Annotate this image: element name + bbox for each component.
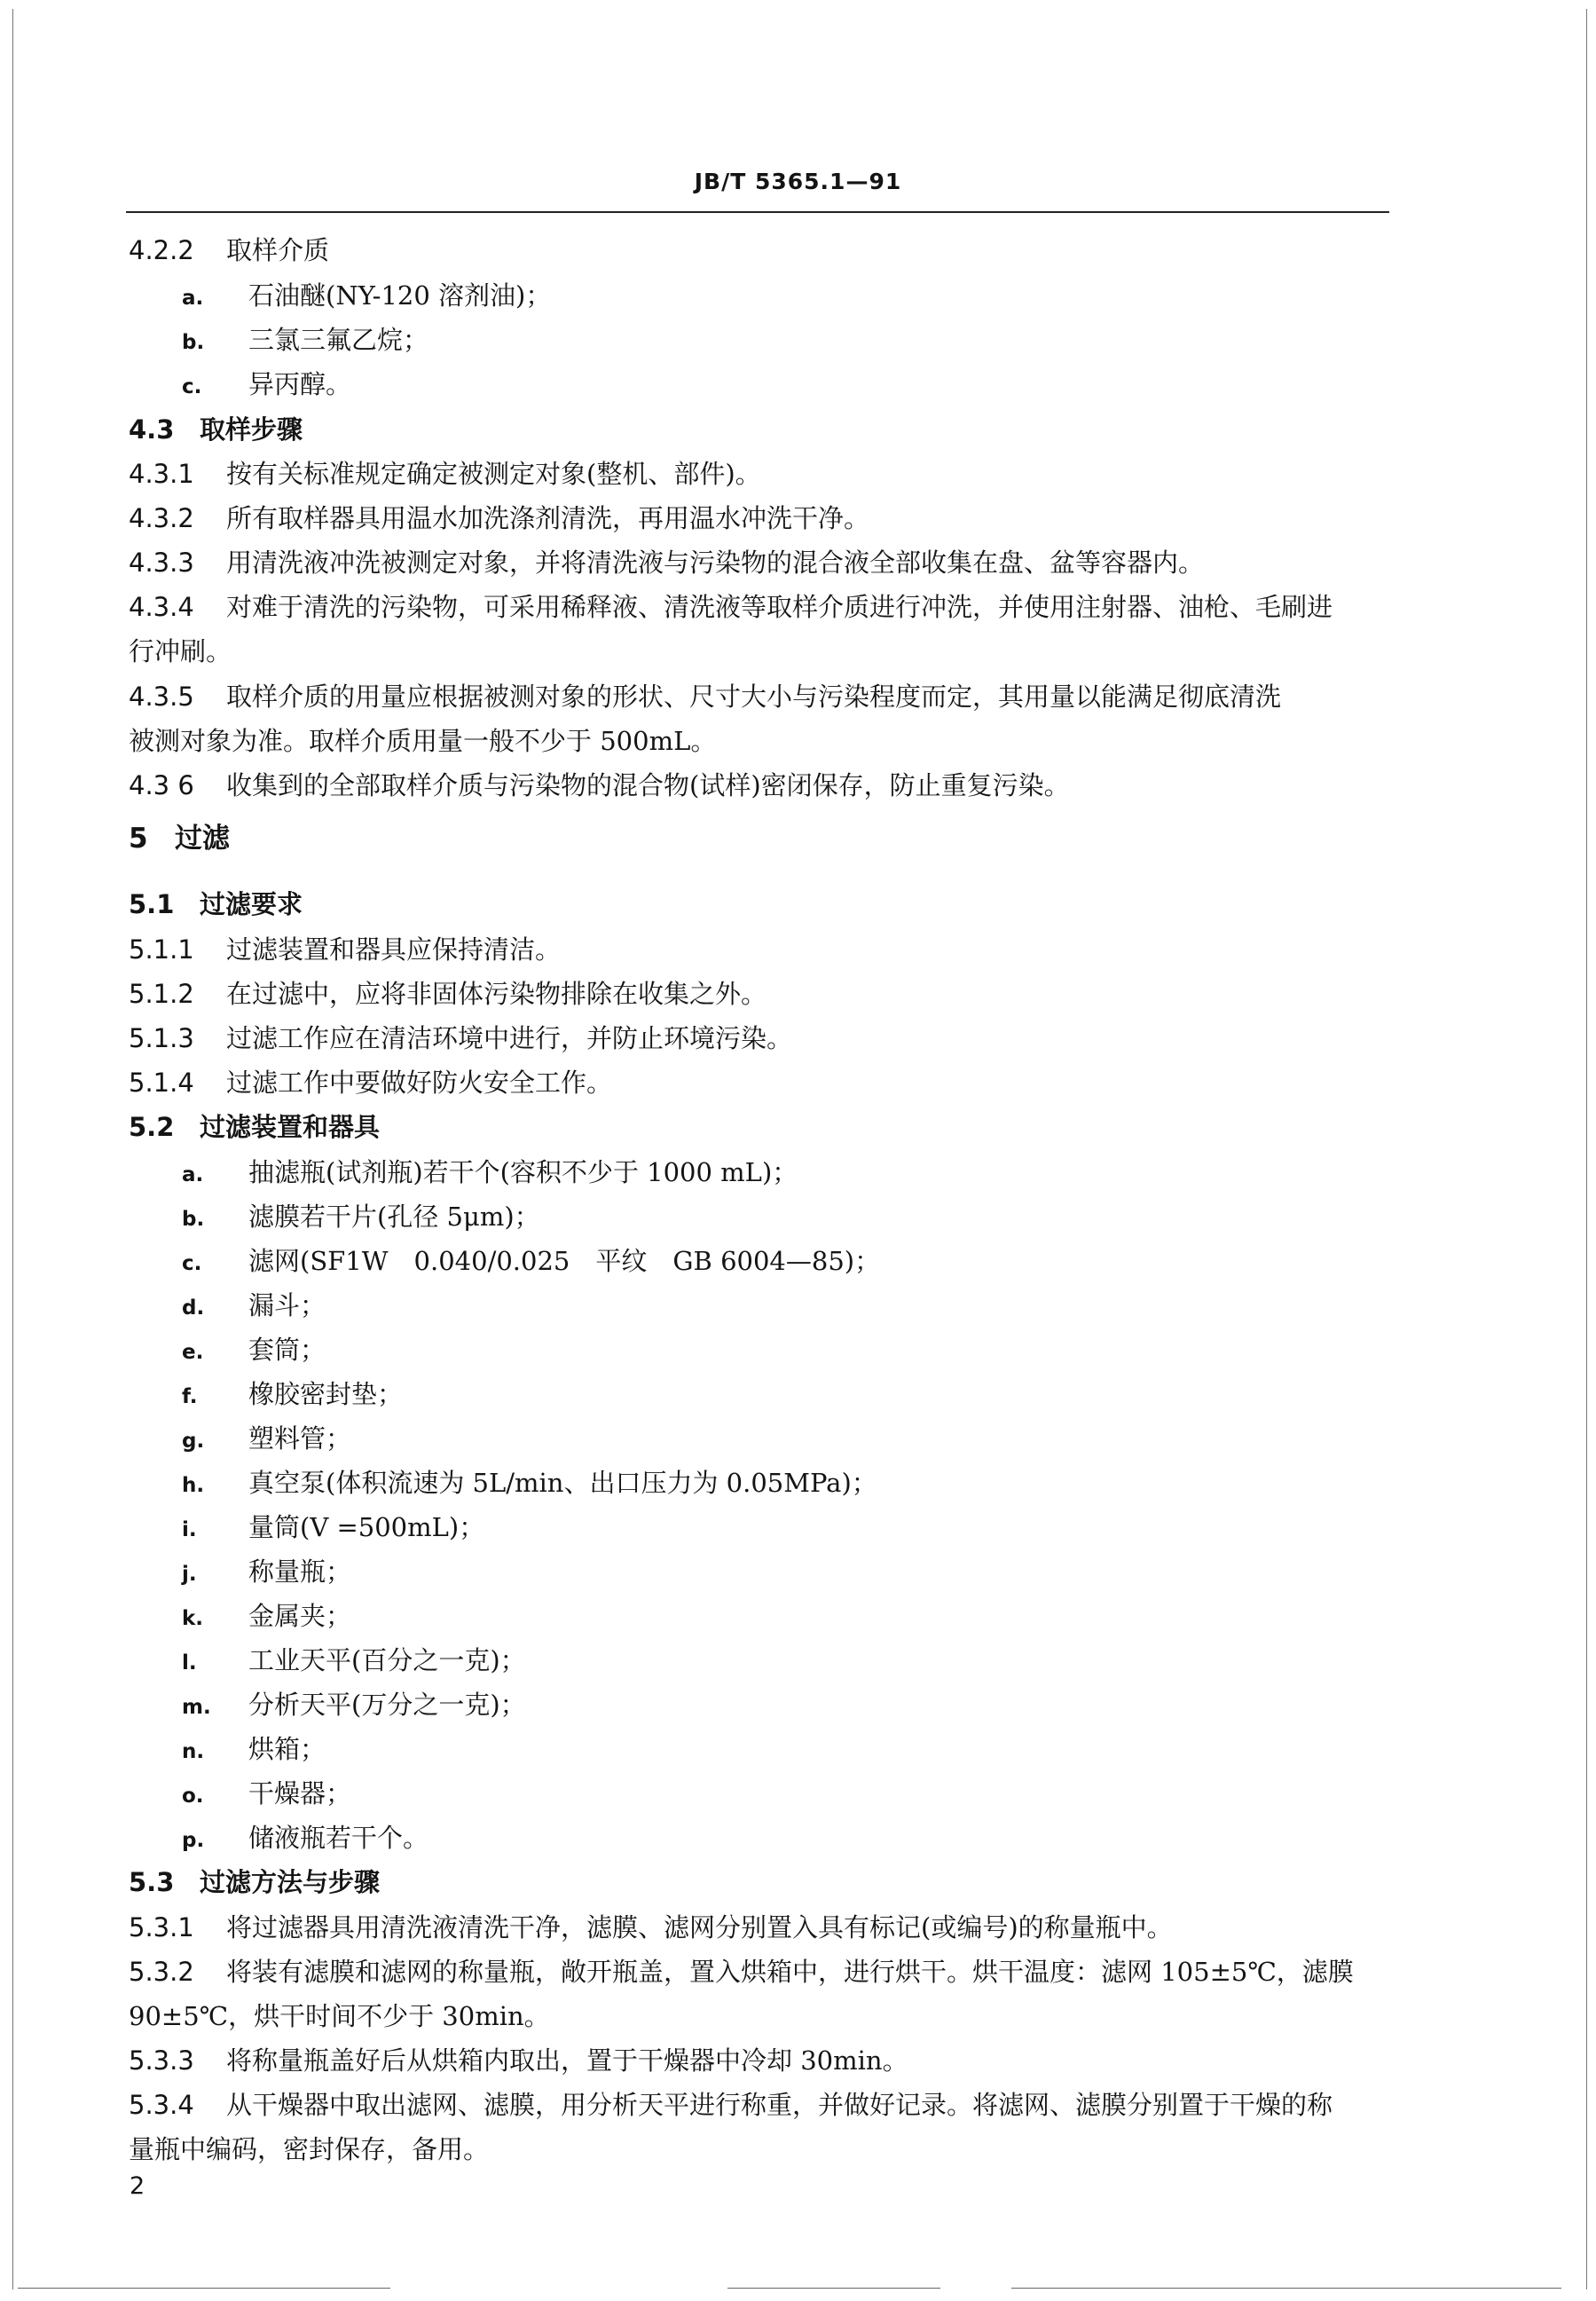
clause-number: 5.3.3 <box>129 2045 194 2076</box>
clause-number: 4.3.5 <box>129 682 194 712</box>
item-letter: h. <box>182 1474 205 1497</box>
clause-text: 过滤工作中要做好防火安全工作。 <box>226 1068 613 1098</box>
item-letter: c. <box>182 375 202 398</box>
clause-5-3-1 <box>129 1910 1173 1945</box>
subsection-number: 4.3 <box>129 414 175 445</box>
clause-number: 5.3.4 <box>129 2090 194 2120</box>
list-item <box>182 1554 351 1592</box>
clause-number: 4.3.2 <box>129 503 194 533</box>
header-rule <box>126 211 1389 213</box>
list-item <box>182 1598 351 1636</box>
list-item <box>182 1332 326 1370</box>
item-letter: k. <box>182 1607 204 1630</box>
item-letter: g. <box>182 1430 205 1453</box>
clause-5-3-3 <box>129 2043 908 2078</box>
item-letter: f. <box>182 1385 198 1408</box>
clause-text: 取样介质 <box>226 235 330 265</box>
list-item <box>182 1509 484 1548</box>
clause-5-1-4 <box>129 1065 612 1100</box>
subsection-title: 取样步骤 <box>200 414 303 445</box>
clause-text: 量瓶中编码，密封保存，备用。 <box>129 2134 490 2164</box>
clause-4-3-2 <box>129 500 869 536</box>
subsection-5-2 <box>129 1109 380 1145</box>
subsection-5-1 <box>129 887 303 922</box>
item-text: 滤网(SF1W 0.040/0.025 平纹 GB 6004—85)； <box>248 1246 881 1276</box>
scan-edge-bottom <box>1011 2288 1561 2289</box>
clause-text: 过滤工作应在清洁环境中进行，并防止环境污染。 <box>226 1023 793 1053</box>
clause-number: 4.3.1 <box>129 459 194 489</box>
subsection-number: 5.2 <box>129 1112 175 1142</box>
clause-number: 5.1.4 <box>129 1068 194 1098</box>
item-text: 滤膜若干片(孔径 5μm)； <box>248 1202 540 1232</box>
item-letter: e. <box>182 1341 204 1364</box>
clause-4-3-1 <box>129 456 761 492</box>
clause-5-3-2 <box>129 1954 1354 1990</box>
clause-text: 过滤装置和器具应保持清洁。 <box>226 934 562 965</box>
list-item <box>182 366 351 405</box>
list-item <box>182 1465 877 1503</box>
clause-5-1-1 <box>129 932 561 967</box>
subsection-number: 5.3 <box>129 1867 175 1897</box>
clause-number: 5.1.2 <box>129 979 194 1009</box>
clause-number: 4.3 6 <box>129 770 194 800</box>
item-letter: l. <box>182 1651 197 1675</box>
page-header: JB/T 5365.1—91 <box>694 169 902 194</box>
item-letter: i. <box>182 1518 197 1541</box>
item-text: 烘箱； <box>248 1734 326 1764</box>
clause-4-2-2 <box>129 232 329 268</box>
item-text: 称量瓶； <box>248 1556 352 1587</box>
clause-number: 5.1.3 <box>129 1023 194 1053</box>
clause-continuation <box>129 723 716 759</box>
subsection-5-3 <box>129 1864 380 1900</box>
list-item <box>182 1820 428 1858</box>
clause-4-3-6 <box>129 768 1070 803</box>
item-letter: j. <box>182 1563 197 1586</box>
list-item <box>182 1643 526 1681</box>
clause-number: 5.3.1 <box>129 1912 194 1942</box>
clause-text: 将称量瓶盖好后从烘箱内取出，置于干燥器中冷却 30min。 <box>226 2045 908 2076</box>
item-letter: p. <box>182 1829 205 1852</box>
list-item <box>182 1154 798 1193</box>
subsection-title: 过滤方法与步骤 <box>200 1867 381 1897</box>
clause-4-3-3 <box>129 545 1204 580</box>
clause-number: 4.3.3 <box>129 548 194 578</box>
item-letter: a. <box>182 287 204 310</box>
item-text: 异丙醇。 <box>248 369 352 399</box>
clause-text: 用清洗液冲洗被测定对象，并将清洗液与污染物的混合液全部收集在盘、盆等容器内。 <box>226 548 1205 578</box>
section-title: 过滤 <box>175 823 230 855</box>
item-text: 储液瓶若干个。 <box>248 1823 429 1853</box>
clause-number: 5.1.1 <box>129 934 194 965</box>
item-text: 干燥器； <box>248 1778 352 1808</box>
subsection-title: 过滤要求 <box>200 889 303 919</box>
item-text: 金属夹； <box>248 1601 352 1631</box>
clause-text: 取样介质的用量应根据被测对象的形状、尺寸大小与污染程度而定，其用量以能满足彻底清洗 <box>226 682 1282 712</box>
list-item <box>182 1776 351 1814</box>
section-5-heading <box>129 821 230 856</box>
scan-edge-bottom <box>18 2288 390 2289</box>
clause-number: 4.3.4 <box>129 592 194 622</box>
item-text: 分析天平(万分之一克)； <box>248 1690 526 1720</box>
page-number: 2 <box>130 2172 145 2200</box>
list-item <box>182 1288 326 1326</box>
clause-5-3-4 <box>129 2087 1333 2123</box>
item-letter: m. <box>182 1696 211 1719</box>
list-item <box>182 1421 351 1459</box>
clause-text: 对难于清洗的污染物，可采用稀释液、清洗液等取样介质进行冲洗，并使用注射器、油枪、毛刷进 <box>226 592 1333 622</box>
item-text: 橡胶密封垫； <box>248 1379 404 1409</box>
list-item <box>182 1731 326 1769</box>
list-item <box>182 322 428 360</box>
clause-number: 4.2.2 <box>129 235 194 265</box>
item-letter: b. <box>182 1208 205 1231</box>
clause-4-3-5 <box>129 679 1281 714</box>
clause-text: 行冲刷。 <box>129 636 232 666</box>
clause-4-3-4 <box>129 589 1333 625</box>
item-text: 工业天平(百分之一克)； <box>248 1645 526 1675</box>
clause-text: 收集到的全部取样介质与污染物的混合物(试样)密闭保存，防止重复污染。 <box>226 770 1070 800</box>
item-letter: d. <box>182 1296 205 1320</box>
clause-text: 所有取样器具用温水加洗涤剂清洗，再用温水冲洗干净。 <box>226 503 870 533</box>
clause-text: 将装有滤膜和滤网的称量瓶，敞开瓶盖，置入烘箱中，进行烘干。烘干温度：滤网 105±5℃，滤膜 <box>226 1957 1354 1987</box>
clause-text: 被测对象为准。取样介质用量一般不少于 500mL。 <box>129 726 717 756</box>
list-item <box>182 1376 403 1414</box>
item-letter: a. <box>182 1163 204 1186</box>
clause-text: 从干燥器中取出滤网、滤膜，用分析天平进行称重，并做好记录。将滤网、滤膜分别置于干燥的称 <box>226 2090 1333 2120</box>
subsection-number: 5.1 <box>129 889 175 919</box>
subsection-4-3 <box>129 412 303 447</box>
item-text: 量筒(V =500mL)； <box>248 1512 485 1542</box>
clause-5-1-2 <box>129 976 767 1012</box>
scan-edge-right <box>1586 9 1587 2289</box>
scan-edge-left <box>12 9 13 2289</box>
clause-text: 按有关标准规定确定被测定对象(整机、部件)。 <box>226 459 761 489</box>
item-text: 三氯三氟乙烷； <box>248 325 429 355</box>
item-letter: c. <box>182 1252 202 1275</box>
section-number: 5 <box>129 823 148 855</box>
clause-number: 5.3.2 <box>129 1957 194 1987</box>
scan-edge-bottom <box>727 2288 940 2289</box>
item-text: 漏斗； <box>248 1290 326 1320</box>
clause-text: 90±5℃，烘干时间不少于 30min。 <box>129 2001 550 2031</box>
clause-continuation <box>129 2132 489 2167</box>
list-item <box>182 278 551 316</box>
subsection-title: 过滤装置和器具 <box>200 1112 381 1142</box>
item-letter: o. <box>182 1785 204 1808</box>
item-text: 石油醚(NY-120 溶剂油)； <box>248 280 552 311</box>
clause-text: 将过滤器具用清洗液清洗干净，滤膜、滤网分别置入具有标记(或编号)的称量瓶中。 <box>226 1912 1173 1942</box>
item-text: 塑料管； <box>248 1423 352 1454</box>
list-item <box>182 1687 526 1725</box>
clause-continuation <box>129 1998 550 2034</box>
item-text: 真空泵(体积流速为 5L/min、出口压力为 0.05MPa)； <box>248 1468 877 1498</box>
list-item <box>182 1243 880 1281</box>
clause-text: 在过滤中，应将非固体污染物排除在收集之外。 <box>226 979 767 1009</box>
item-text: 抽滤瓶(试剂瓶)若干个(容积不少于 1000 mL)； <box>248 1157 798 1187</box>
clause-continuation <box>129 634 232 669</box>
list-item <box>182 1199 540 1237</box>
item-letter: b. <box>182 331 205 354</box>
item-letter: n. <box>182 1740 205 1763</box>
clause-5-1-3 <box>129 1020 792 1056</box>
item-text: 套筒； <box>248 1335 326 1365</box>
